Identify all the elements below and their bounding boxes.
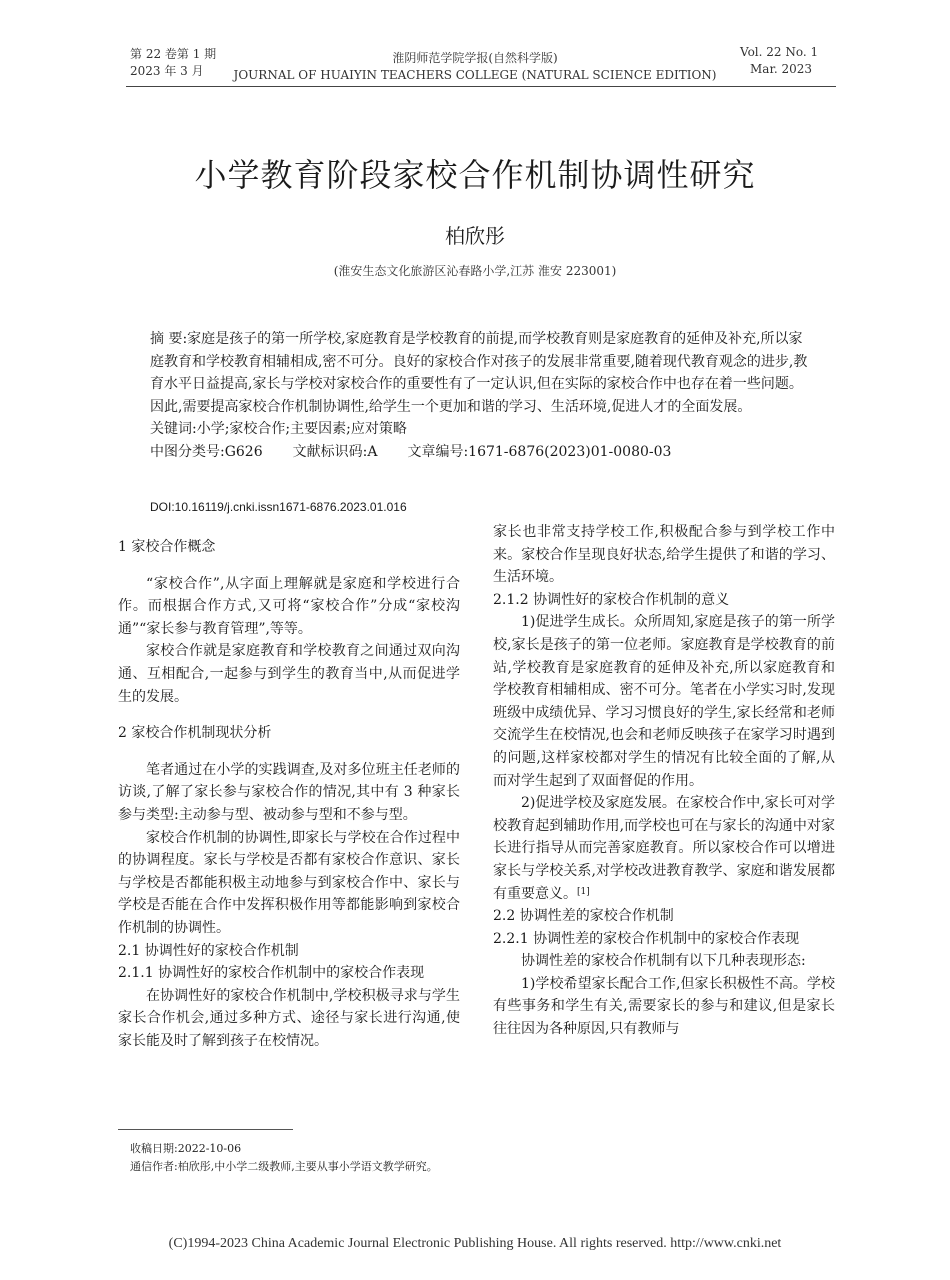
- paragraph: 笔者通过在小学的实践调查,及对多位班主任老师的访谈,了解了家长参与家校合作的情况,其中有 3 种家长参与类型:主动参与型、被动参与型和不参与型。: [118, 761, 460, 823]
- paragraph: 在协调性好的家校合作机制中,学校积极寻求与学生家长合作机会,通过多种方式、途径与家长进行沟通,使家长能及时了解到孩子在校情况。: [118, 987, 460, 1049]
- keywords: 关键词:小学;家校合作;主要因素;应对策略: [150, 421, 407, 438]
- doi: DOI:10.16119/j.cnki.issn1671-6876.2023.01.016: [150, 500, 407, 514]
- date-cn: 2023 年 3 月: [130, 64, 204, 78]
- paragraph: 1)学校希望家长配合工作,但家长积极性不高。学校有些事务和学生有关,需要家长的参与和建议,但是家长往往因为各种原因,只有教师与: [493, 975, 835, 1038]
- section-heading: 1 家校合作概念: [118, 539, 216, 555]
- date-en: Mar. 2023: [750, 62, 813, 76]
- journal-name-en: JOURNAL OF HUAIYIN TEACHERS COLLEGE (NATURAL SCIENCE EDITION): [233, 68, 717, 82]
- article-number: 文章编号:1671-6876(2023)01-0080-03: [407, 443, 672, 460]
- subsubsection-heading: 2.1.1 协调性好的家校合作机制中的家校合作表现: [118, 965, 425, 982]
- citation-marker: [1]: [577, 886, 590, 897]
- section-heading: 2 家校合作机制现状分析: [118, 725, 272, 742]
- subsection-heading: 2.2 协调性差的家校合作机制: [493, 908, 674, 925]
- paragraph: 协调性差的家校合作机制有以下几种表现形态:: [521, 953, 806, 970]
- copyright-line: (C)1994-2023 China Academic Journal Electronic Publishing House. All rights reserved. http://www.cnki.net: [168, 1236, 782, 1251]
- volume-issue-en: Vol. 22 No. 1: [740, 45, 819, 59]
- abstract-block: [150, 328, 810, 464]
- paragraph: “家校合作”,从字面上理解就是家庭和学校进行合作。而根据合作方式,又可将“家校合作”分成“家校沟通”“家长参与教育管理”,等等。: [118, 575, 460, 637]
- header-volume-en: [740, 44, 818, 78]
- document-code: 文献标识码:A: [292, 443, 378, 460]
- paper-title: 小学教育阶段家校合作机制协调性研究: [194, 156, 756, 194]
- subsection-heading: 2.1 协调性好的家校合作机制: [118, 942, 299, 959]
- paragraph: 1)促进学生成长。众所周知,家庭是孩子的第一所学校,家长是孩子的第一位老师。家庭教育是学校教育的前站,学校教育是家庭教育的延伸及补充,所以家庭教育和学校教育相辅相成、密不可分。笔者在小学实习时,发现班级中成绩优异、学习习惯良好的学生,家长经常和老师交流学生在校情况,也会和老师反映孩子在家学习时遇到的问题,这样家校都对学生的情况有比较全面的了解,从而对学生起到了双面督促的作用。: [493, 614, 835, 789]
- abstract-text: 摘 要:家庭是孩子的第一所学校,家庭教育是学校教育的前提,而学校教育则是家庭教育的延伸及补充,所以家庭教育和学校教育相辅相成,密不可分。良好的家校合作对孩子的发展非常重要,随着现代教育观念的进步,教育水平日益提高,家长与学校对家校合作的重要性有了一定认识,但在实际的家校合作中也存在着一些问题。因此,需要提高家校合作机制协调性,给学生一个更加和谐的学习、生活环境,促进人才的全面发展。: [150, 331, 808, 415]
- right-column: [493, 521, 835, 1041]
- paragraph: [493, 792, 835, 905]
- paragraph: 家校合作就是家庭教育和学校教育之间通过双向沟通、互相配合,一起参与到学生的教育当中,从而促进学生的发展。: [118, 643, 460, 705]
- author-affiliation: (淮安生态文化旅游区沁春路小学,江苏 淮安 223001): [333, 264, 617, 278]
- author-name: 柏欣彤: [445, 224, 505, 248]
- correspondent-info: 通信作者:柏欣彤,中小学二级教师,主要从事小学语文教学研究。: [130, 1160, 438, 1173]
- journal-name-cn: 淮阴师范学院学报(自然科学版): [392, 51, 558, 65]
- received-date: 收稿日期:2022-10-06: [130, 1142, 242, 1155]
- footnote-rule: [118, 1129, 293, 1130]
- header-rule: [126, 86, 836, 87]
- volume-issue-cn: 第 22 卷第 1 期: [130, 47, 217, 61]
- clc-number: 中图分类号:G626: [150, 443, 263, 460]
- left-column: [118, 526, 460, 1052]
- subsubsection-heading: 2.1.2 协调性好的家校合作机制的意义: [493, 591, 730, 608]
- paragraph-text: 2)促进学校及家庭发展。在家校合作中,家长可对学校教育起到辅助作用,而学校也可在与家长的沟通中对家长进行指导从而完善家庭教育。所以家校合作可以增进家长与学校关系,对学校改进教育教学、家庭和谐发展都有重要意义。: [493, 795, 835, 902]
- footnote: [130, 1140, 438, 1176]
- paragraph: 家校合作机制的协调性,即家长与学校在合作过程中的协调程度。家长与学校是否都有家校合作意识、家长与学校是否都能积极主动地参与到家校合作中、家长与学校是否能在合作中发挥积极作用等都能影响到家校合作机制的协调性。: [118, 829, 460, 936]
- classification-line: [150, 441, 810, 464]
- subsubsection-heading: 2.2.1 协调性差的家校合作机制中的家校合作表现: [493, 930, 800, 947]
- paragraph-continued: 家长也非常支持学校工作,积极配合参与到学校工作中来。家校合作呈现良好状态,给学生提供了和谐的学习、生活环境。: [493, 524, 835, 586]
